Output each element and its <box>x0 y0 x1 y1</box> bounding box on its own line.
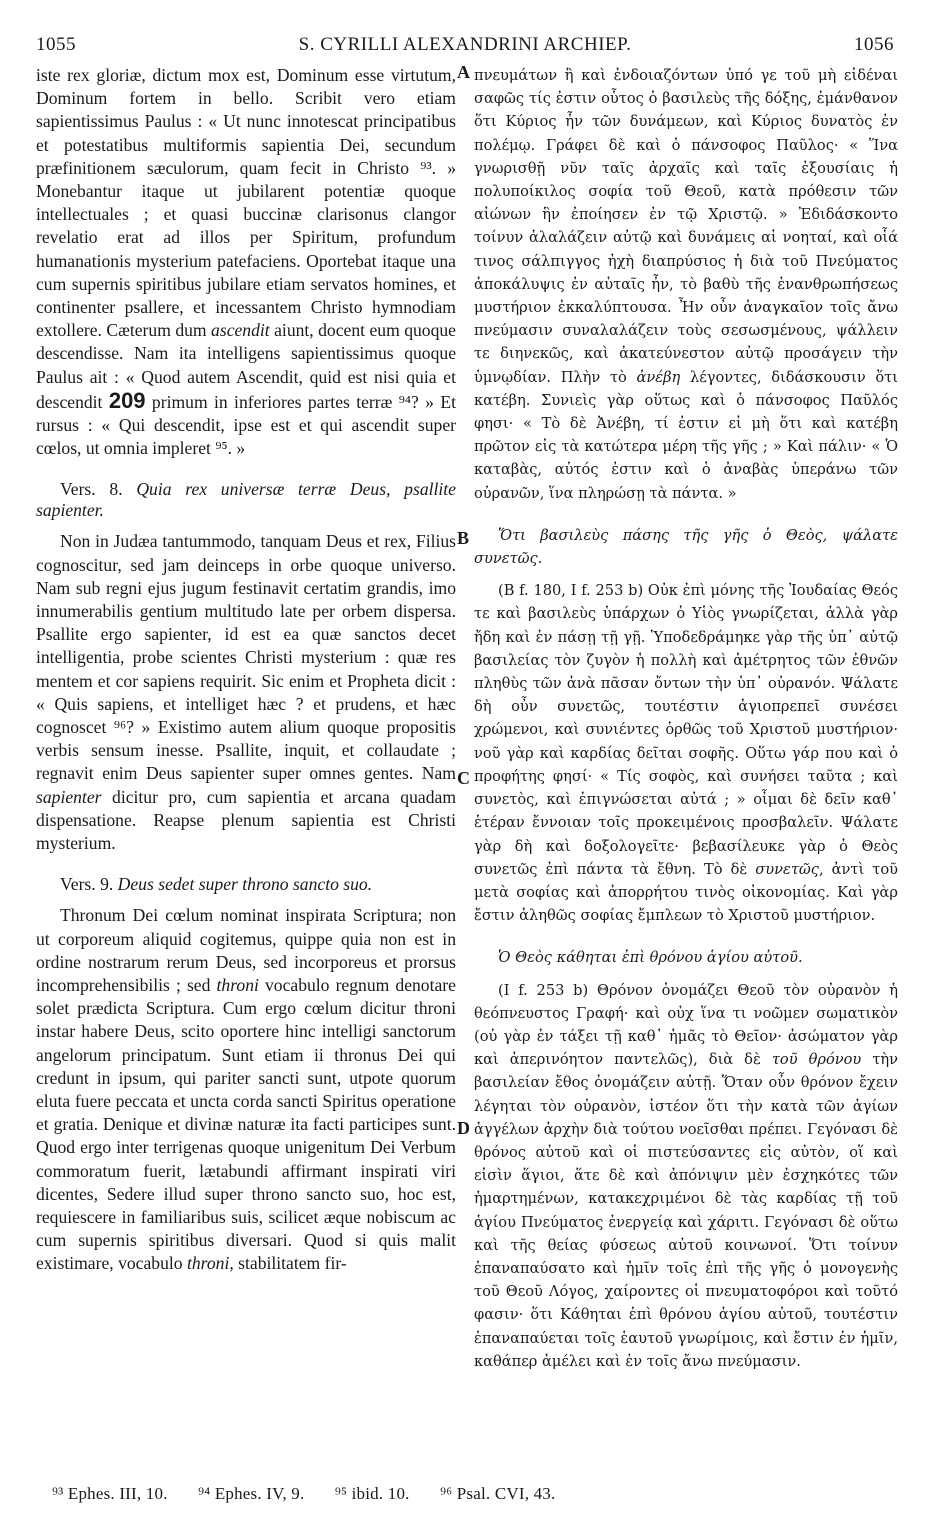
manuscript-reference: (B f. 180, I f. 253 b) <box>498 582 644 600</box>
latin-column <box>36 64 456 1276</box>
greek-paragraph-2 <box>474 579 898 927</box>
italic-term: τοῦ θρόνου <box>771 1051 862 1069</box>
running-head <box>36 34 894 58</box>
footnotes <box>52 1484 892 1504</box>
italic-term: throni <box>186 1253 230 1274</box>
page-number-right: 1056 <box>854 34 894 55</box>
text-run: Thronum Dei cœlum nominat inspirata Scriptura; non ut corporeum aliquid cogitemus, quippe quia non est in ordine nostrarum rerum Deus, sed incorporeus et prorsus incomprehensibilis ; sed <box>36 905 456 995</box>
verse-label: Vers. 9. <box>60 874 114 895</box>
text-run: Οὐκ ἐπὶ μόνης τῆς Ἰουδαίας Θεός τε καὶ βασιλεὺς ὑπάρχων ὁ Υἱὸς γνωρίζεται, ἀλλὰ γὰρ ἤδη καὶ ἐν πάσῃ τῇ γῇ. Ὑποδεδράμηκε γὰρ τῆς ὑπ᾽ αὐτῷ βασιλείας τὸν ζυγὸν ἡ πολλὴ καὶ ἀμέτρητος τῶν ἐθνῶν πληθὺς τῶν ἀνὰ πᾶσαν ὄντων τὴν ὑπ᾽ οὐρανόν. Ψάλατε δὴ οὖν συνετῶς, τουτέστιν ἁγιοπρεπεῖ συνέσει χρώμενοι, καὶ συνιέντες ὀρθῶς τοῦ Χριστοῦ μυστήριον· νοῦ γὰρ καὶ καρδίας δεῖται σοφῆς. Οὕτω γάρ που καὶ ὁ προφήτης φησί· « Τίς σοφὸς, καὶ συνήσει ταῦτα ; καὶ συνετὸς, καὶ ἐπιγνώσεται αὐτά ; » οἶμαι δὲ δεῖν καθ᾽ ἑτέραν ἔννοιαν τοῖς προκειμένοις προσβαλεῖν. Ψάλατε γὰρ δὴ καὶ δοξολογεῖτε· βεβασίλευκε γὰρ ὁ Θεὸς συνετῶς ἐπὶ πάντα τὰ ἔθνη. Τὸ δὲ <box>474 582 898 878</box>
greek-column <box>474 64 898 1373</box>
text-run: , stabilitatem fir- <box>229 1253 347 1274</box>
footnote-95: ⁹⁵ ibid. 10. <box>334 1484 410 1503</box>
verse-label: Vers. 8. <box>60 479 123 500</box>
verse-text: Deus sedet super throno sancto suo. <box>117 874 373 895</box>
footnote-93: ⁹³ Ephes. III, 10. <box>52 1484 168 1503</box>
text-run: vocabulo regnum denotare solet prædicta Scriptura. Cum ergo cœlum dicitur throni instar habere Deus, scito oportere hinc intelligi sanctorum angelorum principatum. Sunt etiam ii thronus Dei qui credunt in ipsum, qui pariter sancti sunt, utpote quorum eluta fuere peccata et uncta corda sancti Spiritus operatione et gratia. Denique et divinæ naturæ ita facti participes sunt. Quod ergo inter terrigenas quoque unigenitum Dei Verbum commoratum fuerit, lætabundi affirmant inspirati viri dicentes, Sedere illud super throno sancto suo, hoc est, requiescere in familiaribus suis, scilicet æque nobiscum ac cum supernis spiritibus diversari. Quod si quis malit existimare, vocabulo <box>36 974 456 1274</box>
text-run: iste rex gloriæ, dictum mox est, Dominum esse virtutum, Dominum fortem in bello. Scribit vero etiam sapientissimus Paulus : « Ut nunc innotescat principatibus et potestatibus multiformis sapientia Dei, secundum præfinitionem sæculorum, quam fecit in Christo ⁹³. » Monebantur itaque ut jubilarent potentiæ quoque intellectuales ; et quasi buccinæ clarisonus clangor revelatio erat ad illos per Spiritum, profundum humanationis mysterium patefaciens. Oportebat itaque una cum supernis spiritibus jubilare etiam servatos homines, et continenter psallere, et incessantem Christo hymnodiam extollere. Cæterum dum <box>36 65 456 341</box>
text-run: Θρόνον ὀνομάζει Θεοῦ τὸν οὐρανὸν ἡ θεόπνευστος Γραφή· καὶ οὐχ ἵνα τι νοῶμεν σωματικὸν (οὐ γὰρ ἐν τάξει τῇ καθ᾽ ἡμᾶς τὸ Θεῖον· ἀσώματον γὰρ καὶ ἀπερινόητον παντελῶς), διὰ δὲ <box>474 981 898 1069</box>
verse-heading-8 <box>36 479 456 521</box>
greek-verse-heading-8: Ὅτι βασιλεὺς πάσης τῆς γῆς ὁ Θεὸς, ψάλατε συνετῶς. <box>474 526 898 568</box>
text-run: aiunt, docent eum quoque descendisse. Nam ita intelligens sapientissimus quoque Paulus ait : « Quod autem Ascendit, quid est nisi quia et descendit <box>36 320 456 412</box>
italic-term: ἀνέβη <box>636 368 681 386</box>
text-run: , ἀντὶ τοῦ μετὰ σοφίας καὶ ἀπορρήτου τινὸς οἰκονομίας. Καὶ γὰρ ἔστιν ἀληθῶς σοφίας ἔμπλεων τὸ Χριστοῦ μυστήριον. <box>474 860 899 925</box>
latin-paragraph-2 <box>36 530 456 855</box>
text-run: Non in Judæa tantummodo, tanquam Deus et rex, Filius cognoscitur, sed jam deinceps in orbe quoque universo. Nam sub regni ejus jugum festinavit certatim grandis, imo innumerabilis gentium multitudo late per orbem dispersa. Psallite ergo sapienter, id est ea quæ sanctos decet intelligentia, probe scientes Christi mysterium : quæ res mentem et cor sapiens requirit. Sic enim et Propheta dicit : « Quis sapiens, et intelliget hæc ? et prudens, et hæc cognoscet ⁹⁶? » Existimo autem alium quoque propositis verbis sensum inesse. Psallite, inquit, et collaudate ; regnavit enim Deus sapienter super omnes gentes. Nam <box>36 531 456 784</box>
text-run: dicitur pro, cum sapientia et arcana quadam dispensatione. Reapse plenum sapientia est Christi mysterium. <box>36 786 456 854</box>
column-marker-d: D <box>457 1118 470 1138</box>
text-run: τὴν βασιλείαν ἔθος ὀνομάζειν αὐτῇ. Ὅταν οὖν θρόνον ἔχειν λέγηται τὸν οὐρανὸν, ἰστέον ὅτι τὴν κατὰ τῶν ἁγίων ἀγγέλων ἀρχὴν διὰ τούτου νοεῖσθαι πρέπει. Γεγόνασι δὲ θρόνος αὐτοῦ καὶ οἱ πιστεύσαντες εἰς αὐτὸν, οἵ καὶ εἰσὶν ἅγιοι, ἅτε δὲ καὶ ἀπόνιψιν μὲν ἐσχηκότες τῶν ἡμαρτημένων, κατακεχριμένοι δὲ τὰς καρδίας τῇ τοῦ ἁγίου Πνεύματος ἐνεργείᾳ καὶ χάριτι. Γεγόνασι δὲ οὕτω καὶ τῆς θείας φύσεως αὐτοῦ κοινωνοί. Ὅτι τοίνυν ἐπαναπαύσατο καὶ ἡμῖν τοῖς ἐπὶ τῆς γῆς ὁ μονογενὴς τοῦ Θεοῦ Λόγος, χαίροντες οἱ πνευματοφόροι καὶ τοῦτό φασιν· ὅτι Κάθηται ἐπὶ θρόνου ἁγίου αὐτοῦ, τουτέστιν ἐπαναπαύεται τοῖς ἑαυτοῦ γνωρίμοις, καὶ ἔστιν ἐν ἡμῖν, καθάπερ ἀμέλει καὶ ἐν τοῖς ἄνω πνεύμασιν. <box>474 1051 899 1370</box>
footnote-96: ⁹⁶ Psal. CVI, 43. <box>440 1484 556 1503</box>
column-marker-b: B <box>457 528 470 548</box>
latin-paragraph-3 <box>36 904 456 1275</box>
text-run: πνευμάτων ἢ καὶ ἐνδοιαζόντων ὑπό γε τοῦ μὴ εἰδέναι σαφῶς τίς ἐστιν οὗτος ὁ βασιλεὺς τῆς δόξης, ἐμάνθανον ὅτι Κύριος ἦν τῶν δυνάμεων, καὶ Κύριος δυνατὸς ἐν πολέμῳ. Γράφει δὲ καὶ ὁ πάνσοφος Παῦλος· « Ἵνα γνωρισθῇ νῦν ταῖς ἀρχαῖς καὶ ταῖς ἐξουσίαις ἡ πολυποίκιλος σοφία τοῦ Θεοῦ, κατὰ πρόθεσιν τῶν αἰώνων ἣν ἐποίησεν ἐν τῷ Χριστῷ. » Ἐδιδάσκοντο τοίνυν ἀλαλάζειν αὐτῷ καὶ δυνάμεις αἱ νοηταί, καὶ οἷά τινος σάλπιγγος ἠχὴ διαπρύσιος ἡ διὰ τοῦ Πνεύματος ἀποκάλυψις ἐν αὐταῖς ἦν, τὸ βαθὺ τῆς ἐνανθρωπήσεως μυστήριον ἐκκαλύπτουσα. Ἦν οὖν ἀναγκαῖον τοῖς ἄνω πνεύμασιν συναλαλάζειν τοὺς σεσωσμένους, ψάλλειν τε διηνεκῶς, καὶ ἀκατεύνεστον αὐτῷ προσάγειν τὴν ὑμνῳδίαν. Πλὴν τὸ <box>474 67 898 386</box>
column-marker-a: A <box>457 62 470 82</box>
latin-paragraph-1 <box>36 64 456 460</box>
column-marker-c: C <box>457 768 470 788</box>
italic-term: sapienter <box>36 786 102 807</box>
column-number: 209 <box>108 387 146 413</box>
italic-term: throni <box>216 974 259 995</box>
verse-text: Quia rex universæ terræ Deus, psallite sapienter. <box>36 479 456 521</box>
italic-term: ascendit <box>211 320 270 341</box>
page-number-left: 1055 <box>36 34 76 55</box>
footnote-94: ⁹⁴ Ephes. IV, 9. <box>198 1484 305 1503</box>
page-title: S. CYRILLI ALEXANDRINI ARCHIEP. <box>298 34 632 55</box>
greek-paragraph-1 <box>474 64 898 505</box>
greek-paragraph-3 <box>474 979 898 1373</box>
text-run: λέγοντες, διδάσκουσιν ὅτι κατέβη. Συνιεὶς γὰρ οὕτως καὶ ὁ πάνσοφος Παῦλός φησι· « Τὸ δὲ Ἀνέβη, τί ἐστιν εἰ μὴ ὅτι καὶ κατέβη πρῶτον εἰς τὰ κατώτερα μέρη τῆς γῆς ; » Καὶ πάλιν· « Ὁ καταβὰς, αὐτός ἐστιν καὶ ὁ ἀναβὰς ὑπεράνω τῶν οὐρανῶν, ἵνα πληρώσῃ τὰ πάντα. » <box>474 368 898 502</box>
italic-term: συνετῶς <box>755 860 819 878</box>
text-run: primum in inferiores partes terræ ⁹⁴? » Et rursus : « Qui descendit, ipse est et qui ascendit super cœlos, ut omnia impleret ⁹⁵. » <box>36 391 456 459</box>
verse-heading-9 <box>36 874 456 895</box>
manuscript-reference: (I f. 253 b) <box>498 981 589 999</box>
greek-verse-heading-9: Ὁ Θεὸς κάθηται ἐπὶ θρόνου ἁγίου αὐτοῦ. <box>498 949 803 967</box>
